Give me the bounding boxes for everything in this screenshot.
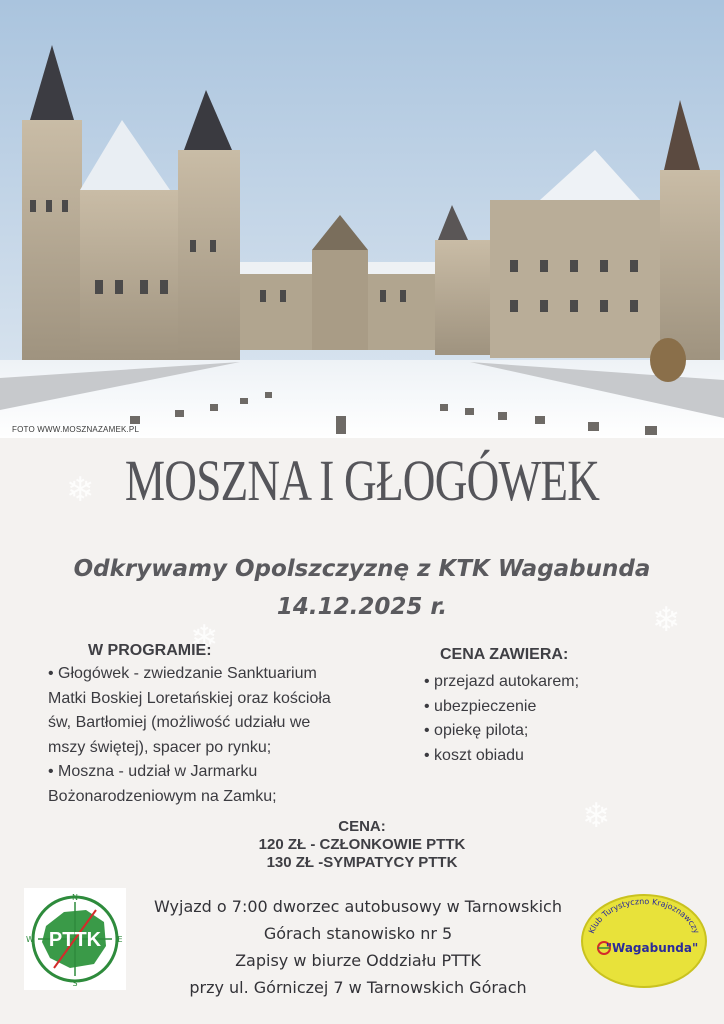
event-date: 14.12.2025 r. xyxy=(276,594,448,620)
pttk-logo xyxy=(24,888,126,990)
svg-text:E: E xyxy=(117,935,123,944)
program-heading: W PROGRAMIE: xyxy=(88,642,212,659)
price-heading: CENA: xyxy=(338,818,386,835)
pttk-logo-text: PTTK xyxy=(48,929,102,951)
castle-photo xyxy=(0,0,724,438)
departure-line: przy ul. Górniczej 7 w Tarnowskich Górach xyxy=(189,978,527,997)
includes-item: • opiekę pilota; xyxy=(424,722,529,739)
program-line: • Głogówek - zwiedzanie Sanktuarium xyxy=(48,665,317,682)
snowflake-icon: ❄ xyxy=(66,471,95,509)
photo-credit: FOTO WWW.MOSZNAZAMEK.PL xyxy=(12,425,140,434)
program-list xyxy=(48,662,378,809)
includes-item: • ubezpieczenie xyxy=(424,697,537,715)
subtitle: Odkrywamy Opolszczyznę z KTK Wagabunda xyxy=(73,556,651,582)
includes-heading: CENA ZAWIERA: xyxy=(440,646,569,663)
departure-line: Górach stanowisko nr 5 xyxy=(263,924,453,943)
snowflake-icon: ❄ xyxy=(582,797,611,835)
snowflake-icon: ❄ xyxy=(652,601,681,639)
price-members: 120 ZŁ - CZŁONKOWIE PTTK xyxy=(258,836,466,853)
program-line: Bożonarodzeniowym na Zamku; xyxy=(48,787,277,805)
price-block xyxy=(0,818,724,872)
svg-text:N: N xyxy=(72,893,78,902)
svg-text:S: S xyxy=(72,979,78,988)
departure-info xyxy=(128,893,588,1001)
includes-list xyxy=(424,670,579,768)
snowflake-icon: ❄ xyxy=(190,619,219,657)
departure-line: Wyjazd o 7:00 dworzec autobusowy w Tarnowskich xyxy=(154,897,562,916)
departure-line: Zapisy w biurze Oddziału PTTK xyxy=(235,951,481,970)
program-line: Matki Boskiej Loretańskiej oraz kościoła xyxy=(48,689,331,707)
includes-item: • koszt obiadu xyxy=(424,746,524,764)
program-line: św, Bartłomiej (możliwość udziału we xyxy=(48,714,311,731)
ktk-logo-arc-text: Klub Turystyczno Krajoznawczy xyxy=(587,896,701,935)
price-sympathizers: 130 ZŁ -SYMPATYCY PTTK xyxy=(266,854,458,871)
program-line: • Moszna - udział w Jarmarku xyxy=(48,763,258,780)
ktk-logo-name: "Wagabunda" xyxy=(605,941,699,955)
includes-item: • przejazd autokarem; xyxy=(424,673,580,690)
ktk-wagabunda-logo xyxy=(578,892,710,990)
program-line: mszy świętej), spacer po rynku; xyxy=(48,738,272,756)
page-title: MOSZNA I GŁOGÓWEK xyxy=(124,448,600,513)
svg-text:W: W xyxy=(26,935,34,944)
